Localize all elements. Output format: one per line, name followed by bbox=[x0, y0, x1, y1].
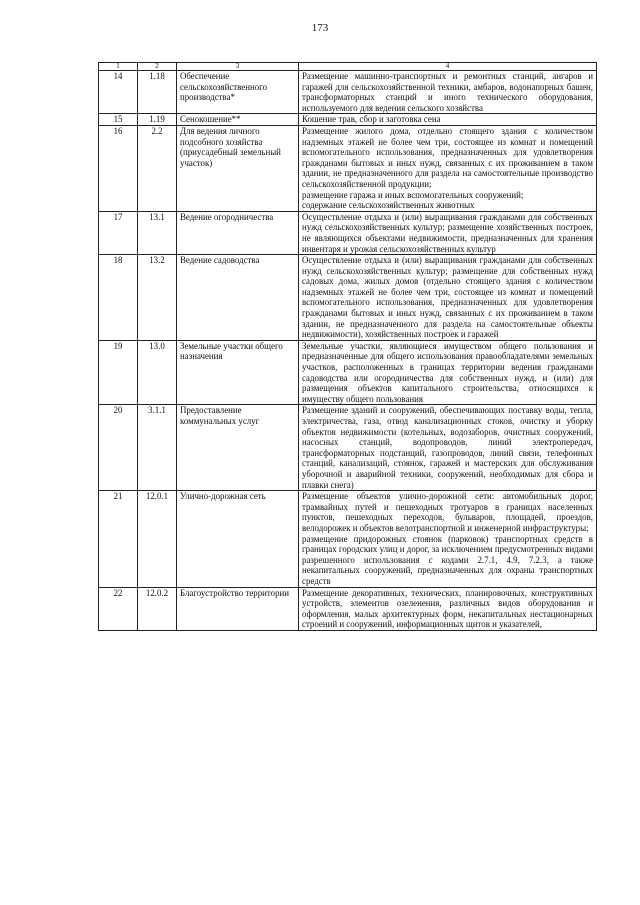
row-number: 16 bbox=[99, 125, 138, 211]
use-description bbox=[299, 211, 597, 254]
land-use-table bbox=[98, 62, 597, 631]
column-header: 1 bbox=[99, 63, 138, 71]
description-paragraph: Земельные участки, являющиеся имуществом общего пользования и предназначенные для общего использования правообладателями земельных участков, расположенных в границах территории ведения гражданами садоводства или огородничества для собственных нужд, и (или) для размещения объектов капитального строительства, относящихся к имуществу общего пользования bbox=[302, 340, 593, 404]
use-description bbox=[299, 491, 597, 587]
use-description bbox=[299, 125, 597, 211]
use-name: Ведение садоводства bbox=[177, 255, 299, 341]
use-description bbox=[299, 405, 597, 491]
column-header: 2 bbox=[138, 63, 177, 71]
row-number: 22 bbox=[99, 587, 138, 630]
row-number: 19 bbox=[99, 340, 138, 405]
use-code: 2.2 bbox=[138, 125, 177, 211]
description-paragraph: Размещение объектов улично-дорожной сети: автомобильных дорог, трамвайных путей и пешеходных тротуаров в границах населенных пунктов, пешеходных переходов, бульваров, площадей, проездов, велодорожек и объектов велотранспортной и инженерной инфраструктуры; bbox=[302, 491, 593, 533]
use-code: 1.18 bbox=[138, 71, 177, 114]
use-name: Для ведения личного подсобного хозяйства (приусадебный земельный участок) bbox=[177, 125, 299, 211]
use-code: 1.19 bbox=[138, 114, 177, 126]
table-row bbox=[99, 405, 597, 491]
table-row bbox=[99, 211, 597, 254]
use-code: 13.0 bbox=[138, 340, 177, 405]
description-paragraph: Размещение декоративных, технических, планировочных, конструктивных устройств, элементов озеленения, различных видов оборудования и оформления, малых архитектурных форм, некапитальных нестационарных строений и сооружений, информационных щитов и указателей, bbox=[302, 587, 593, 630]
column-header: 4 bbox=[299, 63, 597, 71]
column-header: 3 bbox=[177, 63, 299, 71]
use-code: 12.0.2 bbox=[138, 587, 177, 630]
use-name: Благоустройство территории bbox=[177, 587, 299, 630]
table-row bbox=[99, 125, 597, 211]
use-description bbox=[299, 114, 597, 126]
use-name: Улично-дорожная сеть bbox=[177, 491, 299, 587]
use-name: Обеспечение сельскохозяйственного производства* bbox=[177, 71, 299, 114]
row-number: 18 bbox=[99, 255, 138, 341]
column-number-row bbox=[99, 63, 597, 71]
row-number: 17 bbox=[99, 211, 138, 254]
row-number: 14 bbox=[99, 71, 138, 114]
use-code: 3.1.1 bbox=[138, 405, 177, 491]
page-number: 173 bbox=[311, 22, 329, 34]
table-row bbox=[99, 587, 597, 630]
use-code: 12.0.1 bbox=[138, 491, 177, 587]
description-paragraph: Осуществление отдыха и (или) выращивания гражданами для собственных нужд сельскохозяйственных культур; размещение хозяйственных построек, не являющихся объектами недвижимости, предназначенных для хранения инвентаря и урожая сельскохозяйственных культур bbox=[302, 211, 593, 254]
use-description bbox=[299, 587, 597, 630]
table-row bbox=[99, 255, 597, 341]
use-description bbox=[299, 71, 597, 114]
row-number: 15 bbox=[99, 114, 138, 126]
description-paragraph: Размещение зданий и сооружений, обеспечивающих поставку воды, тепла, электричества, газа, отвод канализационных стоков, очистку и уборку объектов недвижимости (котельных, водозаборов, очистных сооружений, насосных станций, водопроводов, линий электропередач, трансформаторных подстанций, газопроводов, линий связи, телефонных станций, канализаций, стоянок, гаражей и мастерских для обслуживания уборочной и аварийной техники, сооружений, необходимых для сбора и плавки снега) bbox=[302, 405, 593, 490]
table-row bbox=[99, 71, 597, 114]
use-description bbox=[299, 340, 597, 405]
description-paragraph: Кошение трав, сбор и заготовка сена bbox=[302, 114, 441, 125]
use-name: Сенокошение** bbox=[177, 114, 299, 126]
description-paragraph: Размещение жилого дома, отдельно стоящего здания с количеством надземных этажей не более чем три, состоящее из комнат и помещений вспомогательного использования, предназначенных для удовлетворения гражданами бытовых и иных нужд, связанных с их проживанием в таком здании, не предназначенного для раздела на самостоятельные производство сельскохозяйственной продукции; bbox=[302, 125, 593, 189]
table-row bbox=[99, 114, 597, 126]
use-name: Земельные участки общего назначения bbox=[177, 340, 299, 405]
use-description bbox=[299, 255, 597, 341]
use-code: 13.2 bbox=[138, 255, 177, 341]
use-code: 13.1 bbox=[138, 211, 177, 254]
description-paragraph: размещение гаража и иных вспомогательных сооружений; bbox=[302, 189, 524, 200]
table-row bbox=[99, 491, 597, 587]
use-name: Ведение огородничества bbox=[177, 211, 299, 254]
row-number: 20 bbox=[99, 405, 138, 491]
description-paragraph: Размещение машинно-транспортных и ремонтных станций, ангаров и гаражей для сельскохозяйственной техники, амбаров, водонапорных башен, трансформаторных станций и иного технического оборудования, используемого для ведения сельского хозяйства bbox=[302, 71, 593, 113]
description-paragraph: Осуществление отдыха и (или) выращивания гражданами для собственных нужд сельскохозяйственных культур; размещение для собственных нужд садовых дома, жилых домов (отдельно стоящего здания с количеством надземных этажей не более чем три, состоящее из комнат и помещений вспомогательного использования, предназначенных для удовлетворения гражданами бытовых и иных нужд, связанных с их проживанием в таком здании, не предназначенного для раздела на самостоятельные объекты недвижимости), хозяйственных построек и гаражей bbox=[302, 255, 593, 340]
description-paragraph: содержание сельскохозяйственных животных bbox=[302, 200, 475, 211]
table-row bbox=[99, 340, 597, 405]
use-name: Предоставление коммунальных услуг bbox=[177, 405, 299, 491]
row-number: 21 bbox=[99, 491, 138, 587]
description-paragraph: размещение придорожных стоянок (парковок) транспортных средств в границах городских улиц и дорог, за исключением предусмотренных видами разрешенного использования с кодами 2.7.1, 4.9, 7.2.3, а также некапитальных сооружений, предназначенных для охраны транспортных средств bbox=[302, 533, 593, 586]
